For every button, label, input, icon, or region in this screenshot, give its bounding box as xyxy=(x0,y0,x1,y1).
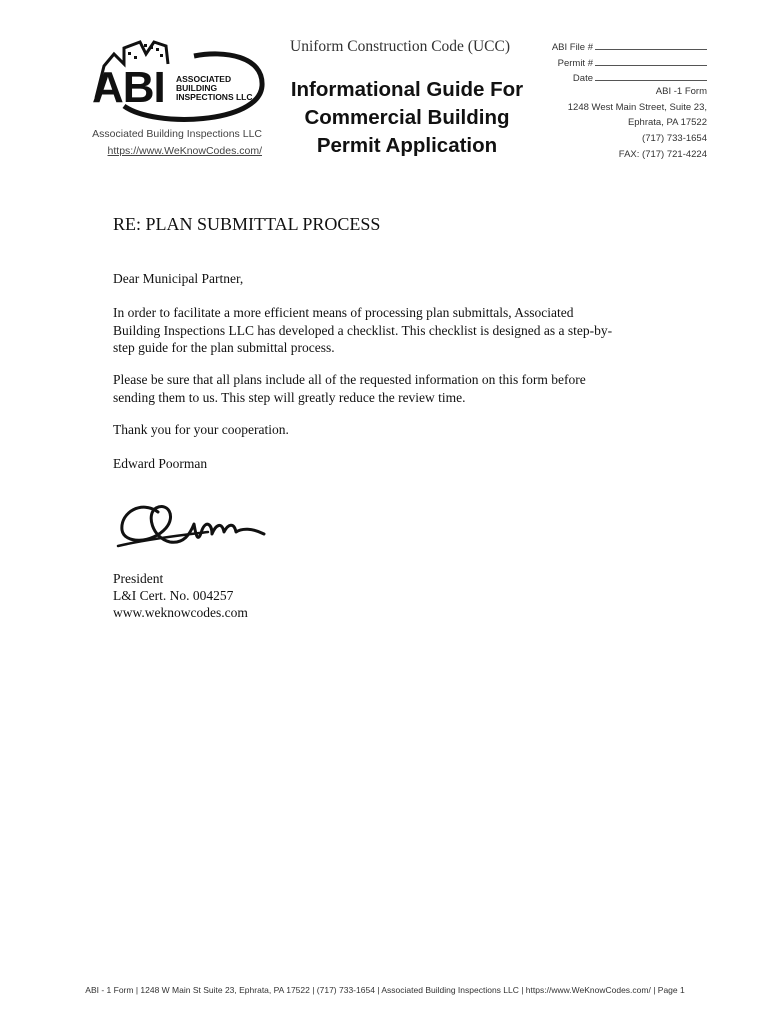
paragraph-2-line: Please be sure that all plans include all of the requested information on this form before xyxy=(113,372,586,387)
guide-title-line-3: Permit Application xyxy=(316,134,498,157)
signer-title: President xyxy=(113,571,164,586)
abi-file-input[interactable] xyxy=(595,40,707,50)
company-url-link[interactable]: https://www.WeKnowCodes.com/ xyxy=(107,145,262,157)
signer-name: Edward Poorman xyxy=(113,456,208,471)
svg-text:BUILDING: BUILDING xyxy=(176,83,218,93)
website-link[interactable]: www.weknowcodes.com xyxy=(113,605,248,620)
cert-number: L&I Cert. No. 004257 xyxy=(113,588,234,603)
date-label: Date xyxy=(572,73,593,84)
permit-input[interactable] xyxy=(595,56,707,66)
paragraph-2 xyxy=(113,371,653,406)
permit-label: Permit # xyxy=(557,58,593,69)
ucc-title: Uniform Construction Code (UCC) xyxy=(290,38,510,55)
abi-logo xyxy=(84,36,266,128)
svg-text:ASSOCIATED: ASSOCIATED xyxy=(176,74,232,84)
date-input[interactable] xyxy=(595,71,707,81)
paragraph-1 xyxy=(113,304,653,357)
svg-text:INSPECTIONS LLC: INSPECTIONS LLC xyxy=(176,92,253,102)
thanks-line: Thank you for your cooperation. xyxy=(113,422,289,437)
salutation: Dear Municipal Partner, xyxy=(113,271,244,286)
letter-heading: RE: PLAN SUBMITTAL PROCESS xyxy=(113,214,381,234)
abi-file-field xyxy=(552,40,707,53)
fax-number: FAX: (717) 721-4224 xyxy=(618,149,707,160)
date-field xyxy=(573,71,707,84)
company-name: Associated Building Inspections LLC xyxy=(92,128,262,140)
phone-number: (717) 733-1654 xyxy=(642,133,707,144)
handwritten-signature xyxy=(112,494,272,558)
page-footer: ABI - 1 Form | 1248 W Main St Suite 23, Ephrata, PA 17522 | (717) 733-1654 | Associated Building Inspections LLC | https://www.WeKnowCodes.com/ | Page 1 xyxy=(85,985,685,995)
form-name: ABI -1 Form xyxy=(655,86,707,97)
paragraph-2-line: sending them to us. This step will greatly reduce the review time. xyxy=(113,389,466,405)
address-line-2: Ephrata, PA 17522 xyxy=(627,117,707,128)
guide-title-line-2: Commercial Building xyxy=(304,106,510,129)
guide-title xyxy=(278,76,536,160)
paragraph-1-line: step guide for the plan submittal process. xyxy=(113,340,335,355)
guide-title-line-1: Informational Guide For xyxy=(290,78,524,101)
paragraph-1-line: Building Inspections LLC has developed a checklist. This checklist is designed as a step-by- xyxy=(113,322,613,338)
paragraph-1-line: In order to facilitate a more efficient means of processing plan submittals, Associated xyxy=(113,305,574,320)
abi-file-label: ABI File # xyxy=(551,42,593,53)
address-line-1: 1248 West Main Street, Suite 23, xyxy=(567,102,707,113)
svg-text:ABI: ABI xyxy=(92,63,165,112)
permit-field xyxy=(558,56,707,69)
